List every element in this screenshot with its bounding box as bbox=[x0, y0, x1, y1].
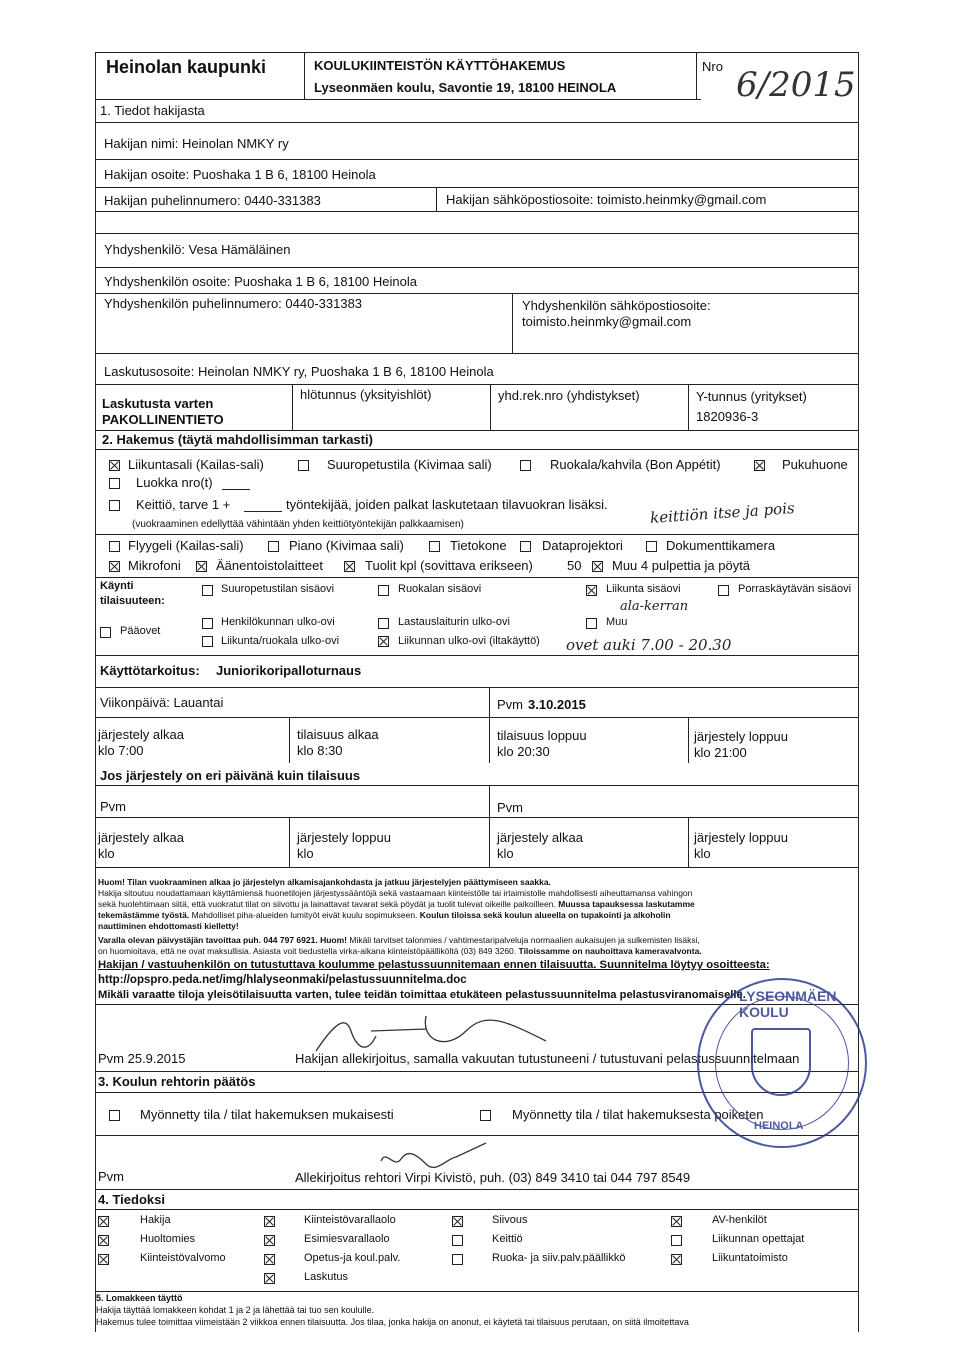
option-mikrofoni: Mikrofoni bbox=[128, 558, 181, 573]
contact-email-label: Yhdyshenkilön sähköpostiosoite: bbox=[522, 298, 711, 313]
other-day-title: Jos järjestely on eri päivänä kuin tilaisuus bbox=[100, 768, 361, 783]
checkbox-ruoka-siiv[interactable] bbox=[452, 1254, 463, 1265]
checkbox-keittio[interactable] bbox=[109, 500, 120, 511]
time-value-3: klo 20:30 bbox=[497, 744, 550, 759]
other-pvm-2: Pvm bbox=[497, 800, 523, 815]
option-flyygeli: Flyygeli (Kailas-sali) bbox=[128, 538, 244, 553]
notify-kiinteistovalvomo: Kiinteistövalvomo bbox=[140, 1252, 226, 1264]
notice-line-8: Hakijan / vastuuhenkilön on tutustuttava koulumme pelastussuunnitemaan ennen tilaisuutta. Suunnitelma löytyy osoitteesta: bbox=[98, 959, 770, 971]
checkbox-approve-all[interactable] bbox=[109, 1110, 120, 1121]
contact-address: Yhdyshenkilön osoite: Puoshaka 1 B 6, 18100 Heinola bbox=[104, 274, 417, 289]
checkbox-porraskaytava[interactable] bbox=[718, 585, 729, 596]
approve-all: Myönnetty tila / tilat hakemuksen mukaisesti bbox=[140, 1107, 394, 1122]
option-suuropetustila: Suuropetustila (Kivimaa sali) bbox=[327, 457, 492, 472]
checkbox-laskutus[interactable] bbox=[264, 1273, 275, 1284]
checkbox-ruokala[interactable] bbox=[520, 460, 531, 471]
time-value-1: klo 7:00 bbox=[98, 743, 144, 758]
checkbox-kiinteistovalvomo[interactable] bbox=[98, 1254, 109, 1265]
weekday: Viikonpäivä: Lauantai bbox=[100, 695, 224, 710]
hetu-label: hlötunnus (yksityishlöt) bbox=[300, 387, 432, 402]
option-ruokala: Ruokala/kahvila (Bon Appétit) bbox=[550, 457, 721, 472]
time-label-4: järjestely loppuu bbox=[694, 729, 788, 744]
notify-laskutus: Laskutus bbox=[304, 1271, 349, 1283]
checkbox-liikunta-ruokala-ulkoovi[interactable] bbox=[202, 636, 213, 647]
other-pvm-1: Pvm bbox=[100, 799, 126, 814]
school-address: Lyseonmäen koulu, Savontie 19, 18100 HEINOLA bbox=[314, 80, 617, 95]
luokka-blank[interactable] bbox=[222, 489, 250, 490]
notify-kiinteistovarallaolo: Kiinteistövarallaolo bbox=[304, 1214, 396, 1226]
ytunnus-label: Y-tunnus (yritykset) bbox=[696, 389, 807, 404]
other-time-value-1: klo bbox=[98, 846, 115, 861]
notice-line-3a: sekä huolehtimaan siitä, että vuokratut tilat on siivottu ja lainattavat tavarat sekä pöydät ja tuolit tulevat oikeille paikoilleen. bbox=[98, 899, 556, 909]
time-label-2: tilaisuus alkaa bbox=[297, 727, 379, 742]
notice-line-1: Huom! Tilan vuokraaminen alkaa jo järjestelyn alkamisajankohdasta ja jatkuu järjestelyjen päättymiseen saakka. bbox=[98, 877, 551, 887]
checkbox-tuolit[interactable] bbox=[344, 561, 355, 572]
rescue-plan-link[interactable]: http://opspro.peda.net/img/hlalyseonmaki/pelastussuunnitelma.doc bbox=[98, 974, 467, 986]
notice-line-6b: Mikäli tarvitset talonmies / vahtimestaripalveluja normaalien aukaisujen ja sulkemisten lisäksi, bbox=[349, 935, 700, 945]
checkbox-tietokone[interactable] bbox=[429, 541, 440, 552]
principal-signature bbox=[376, 1139, 496, 1173]
access-porraskaytava: Porraskäytävän sisäovi bbox=[738, 583, 852, 595]
notice-line-3b: Muussa tapauksessa laskutamme bbox=[558, 899, 695, 909]
checkbox-dokumenttikamera[interactable] bbox=[646, 541, 657, 552]
option-dokumenttikamera: Dokumenttikamera bbox=[666, 538, 776, 553]
applicant-address: Hakijan osoite: Puoshaka 1 B 6, 18100 Heinola bbox=[104, 167, 376, 182]
access-handwritten-1: ala-kerran bbox=[620, 599, 689, 614]
notice-line-7a: on huomioitava, että ne ovat maksullisia. Asiasta voit tiedustella virka-aikana kiinteistöpäälliköltä (03) 849 3260. bbox=[98, 946, 517, 956]
section3-pvm: Pvm bbox=[98, 1169, 124, 1184]
nro-label: Nro bbox=[702, 59, 723, 74]
option-tietokone: Tietokone bbox=[450, 538, 507, 553]
checkbox-muu-access[interactable] bbox=[586, 618, 597, 629]
notice-line-4a: tekemästämme työstä. bbox=[98, 910, 190, 920]
access-suuropetus-sisaovi: Suuropetustilan sisäovi bbox=[221, 583, 335, 595]
notify-av-henkilot: AV-henkilöt bbox=[712, 1214, 767, 1226]
billing-required: PAKOLLINENTIETO bbox=[102, 412, 224, 427]
access-liikunta-ruokala-ulkoovi: Liikunta/ruokala ulko-ovi bbox=[221, 635, 340, 647]
other-time-value-4: klo bbox=[694, 846, 711, 861]
checkbox-dataprojektori[interactable] bbox=[520, 541, 531, 552]
school-stamp bbox=[697, 978, 867, 1148]
stamp-place: HEINOLA bbox=[754, 1120, 804, 1132]
checkbox-huoltomies[interactable] bbox=[98, 1235, 109, 1246]
section1-title: 1. Tiedot hakijasta bbox=[100, 103, 205, 118]
other-time-label-1: järjestely alkaa bbox=[98, 830, 184, 845]
checkbox-av-henkilot[interactable] bbox=[671, 1216, 682, 1227]
notice-line-4 bbox=[98, 910, 671, 920]
notify-opetus: Opetus-ja koul.palv. bbox=[304, 1252, 401, 1264]
checkbox-mikrofoni[interactable] bbox=[109, 561, 120, 572]
purpose-label: Käyttötarkoitus: bbox=[100, 663, 200, 678]
checkbox-liikuntasali[interactable] bbox=[109, 460, 120, 471]
time-value-2: klo 8:30 bbox=[297, 743, 343, 758]
access-label: Käynti tilaisuuteen: bbox=[100, 580, 165, 607]
option-muu-equipment: Muu 4 pulpettia ja pöytä bbox=[612, 558, 751, 573]
notice-line-4c: Koulun tiloissa sekä koulun alueella on tupakointi ja alkoholin bbox=[419, 910, 671, 920]
option-keittio: Keittiö, tarve 1 + bbox=[136, 497, 231, 512]
notice-line-6 bbox=[98, 935, 700, 945]
notice-line-10: Mikäli varaatte tiloja yleisötilaisuutta varten, tulee teidän toimittaa etukäteen pelastussuunnitelma pelastusviranomaiselle. bbox=[98, 989, 746, 1001]
notice-line-7 bbox=[98, 946, 702, 956]
checkbox-approve-changes[interactable] bbox=[480, 1110, 491, 1121]
checkbox-paaovet[interactable] bbox=[100, 627, 111, 638]
section5-title: 5. Lomakkeen täyttö bbox=[96, 1293, 183, 1303]
checkbox-suuropetus-sisaovi[interactable] bbox=[202, 585, 213, 596]
other-time-label-3: järjestely alkaa bbox=[497, 830, 583, 845]
checkbox-liikunnan-ulkoovi[interactable] bbox=[378, 636, 389, 647]
checkbox-opetus[interactable] bbox=[264, 1254, 275, 1265]
notice-line-5: nauttiminen ehdottomasti kielletty! bbox=[98, 921, 239, 931]
checkbox-aanentoisto[interactable] bbox=[196, 561, 207, 572]
checkbox-lastauslaituri[interactable] bbox=[378, 618, 389, 629]
notify-ruoka-siiv: Ruoka- ja siiv.palv.päällikkö bbox=[492, 1252, 626, 1264]
time-value-4: klo 21:00 bbox=[694, 745, 747, 760]
time-label-1: järjestely alkaa bbox=[98, 727, 184, 742]
time-label-3: tilaisuus loppuu bbox=[497, 728, 587, 743]
checkbox-pukuhuone[interactable] bbox=[754, 460, 765, 471]
other-time-value-2: klo bbox=[297, 846, 314, 861]
checkbox-siivous[interactable] bbox=[452, 1216, 463, 1227]
notice-line-6a: Varalla olevan päivystäjän tavoittaa puh. 044 797 6921. Huom! bbox=[98, 935, 347, 945]
access-ruokalan-sisaovi: Ruokalan sisäovi bbox=[398, 583, 482, 595]
notify-huoltomies: Huoltomies bbox=[140, 1233, 196, 1245]
section5-line-1: Hakija täyttää lomakkeen kohdat 1 ja 2 ja lähettää tai tuo sen koululle. bbox=[96, 1305, 375, 1315]
access-handwritten-2: ovet auki 7.00 - 20.30 bbox=[566, 636, 732, 654]
contact-email: toimisto.heinmky@gmail.com bbox=[522, 314, 692, 329]
notice-line-7b: Tiloissamme on nauhoittava kameravalvonta. bbox=[518, 946, 702, 956]
keittio-tail: työntekijää, joiden palkat laskutetaan tilavuokran lisäksi. bbox=[286, 497, 608, 512]
applicant-email: Hakijan sähköpostiosoite: toimisto.heinmky@gmail.com bbox=[446, 192, 767, 207]
notify-liikuntatoimisto: Liikuntatoimisto bbox=[712, 1252, 788, 1264]
option-aanentoisto: Äänentoistolaitteet bbox=[216, 558, 323, 573]
keittio-blank[interactable] bbox=[244, 511, 282, 512]
checkbox-suuropetustila[interactable] bbox=[298, 460, 309, 471]
form-title: KOULUKIINTEISTÖN KÄYTTÖHAKEMUS bbox=[314, 58, 566, 73]
billing-address: Laskutusosoite: Heinolan NMKY ry, Puoshaka 1 B 6, 18100 Heinola bbox=[104, 364, 494, 379]
ytunnus-value: 1820936-3 bbox=[696, 409, 759, 424]
keittio-handwritten: keittiön itse ja pois bbox=[649, 498, 796, 528]
other-time-value-3: klo bbox=[497, 846, 514, 861]
checkbox-liikuntatoimisto[interactable] bbox=[671, 1254, 682, 1265]
notify-liikunnan-opettajat: Liikunnan opettajat bbox=[712, 1233, 805, 1245]
applicant-phone: Hakijan puhelinnumero: 0440-331383 bbox=[104, 193, 321, 208]
checkbox-liikunta-sisaovi[interactable] bbox=[586, 585, 597, 596]
access-liikunta-sisaovi: Liikunta sisäovi bbox=[606, 583, 681, 595]
other-time-label-2: järjestely loppuu bbox=[297, 830, 391, 845]
option-tuolit: Tuolit kpl (sovittava erikseen) bbox=[365, 558, 533, 573]
option-liikuntasali: Liikuntasali (Kailas-sali) bbox=[128, 457, 264, 472]
checkbox-henkilokunta-ulkoovi[interactable] bbox=[202, 618, 213, 629]
notify-keittio: Keittiö bbox=[492, 1233, 523, 1245]
notify-esimiesvarallaolo: Esimiesvarallaolo bbox=[304, 1233, 390, 1245]
checkbox-piano[interactable] bbox=[268, 541, 279, 552]
applicant-name: Hakijan nimi: Heinolan NMKY ry bbox=[104, 136, 289, 151]
option-pukuhuone: Pukuhuone bbox=[782, 457, 848, 472]
signature-date: Pvm 25.9.2015 bbox=[98, 1051, 186, 1066]
checkbox-keittio-notify[interactable] bbox=[452, 1235, 463, 1246]
billing-label: Laskutusta varten bbox=[102, 396, 214, 411]
tuolit-count: 50 bbox=[567, 558, 582, 573]
principal-info: Allekirjoitus rehtori Virpi Kivistö, puh. (03) 849 3410 tai 044 797 8549 bbox=[295, 1170, 691, 1185]
contact-phone: Yhdyshenkilön puhelinnumero: 0440-331383 bbox=[104, 296, 363, 311]
contact-name: Yhdyshenkilö: Vesa Hämäläinen bbox=[104, 242, 291, 257]
checkbox-liikunnan-opettajat[interactable] bbox=[671, 1235, 682, 1246]
checkbox-luokka[interactable] bbox=[109, 478, 120, 489]
option-dataprojektori: Dataprojektori bbox=[542, 538, 623, 553]
notify-hakija: Hakija bbox=[140, 1214, 171, 1226]
access-muu: Muu bbox=[606, 616, 628, 628]
option-piano: Piano (Kivimaa sali) bbox=[289, 538, 404, 553]
other-time-label-4: järjestely loppuu bbox=[694, 830, 788, 845]
city-name: Heinolan kaupunki bbox=[106, 57, 267, 77]
date-label: Pvm bbox=[497, 697, 523, 712]
checkbox-muu-equipment[interactable] bbox=[592, 561, 603, 572]
application-form bbox=[95, 52, 859, 1332]
section4-title: 4. Tiedoksi bbox=[98, 1192, 165, 1207]
yhd-label: yhd.rek.nro (yhdistykset) bbox=[498, 388, 640, 403]
checkbox-ruokalan-sisaovi[interactable] bbox=[378, 585, 389, 596]
section5-line-2: Hakemus tulee toimittaa viimeistään 2 viikkoa ennen tilaisuutta. Jos tilaa, jonka hakija on anonut, ei käytetä tai tilaisuus perutaan, on siitä ilmoitettava bbox=[96, 1317, 689, 1327]
section3-title: 3. Koulun rehtorin päätös bbox=[98, 1074, 256, 1089]
access-lastauslaituri: Lastauslaiturin ulko-ovi bbox=[398, 616, 510, 628]
checkbox-hakija[interactable] bbox=[98, 1216, 109, 1227]
notice-line-4b: Mahdolliset piha-alueiden lumityöt eivät kuulu sopimukseen. bbox=[191, 910, 418, 920]
option-luokka: Luokka nro(t) bbox=[136, 475, 213, 490]
notice-line-3 bbox=[98, 899, 695, 909]
checkbox-esimiesvarallaolo[interactable] bbox=[264, 1235, 275, 1246]
keittio-note: (vuokraaminen edellyttää vähintään yhden keittiötyöntekijän palkkaamisen) bbox=[132, 519, 464, 530]
purpose-value: Juniorikoripalloturnaus bbox=[216, 663, 362, 678]
stamp-text: LYSEONMÄEN KOULU bbox=[739, 988, 837, 1020]
access-paaovet: Pääovet bbox=[120, 625, 161, 637]
date-value: 3.10.2015 bbox=[528, 697, 586, 712]
notify-siivous: Siivous bbox=[492, 1214, 528, 1226]
notice-line-2: Hakija sitoutuu noudattamaan käyttämiensä huonetilojen järjestyssääntöjä sekä vastaamaan kiinteistölle tai irtaimistolle mahdollisesti aiheuttamansa vahingon bbox=[98, 888, 693, 898]
nro-handwritten: 6/2015 bbox=[736, 65, 856, 105]
approve-changes: Myönnetty tila / tilat hakemuksesta poiketen bbox=[512, 1107, 764, 1122]
section2-title: 2. Hakemus (täytä mahdollisimman tarkasti) bbox=[102, 432, 373, 447]
checkbox-flyygeli[interactable] bbox=[109, 541, 120, 552]
access-henkilokunta-ulkoovi: Henkilökunnan ulko-ovi bbox=[221, 616, 335, 628]
signature-text: Hakijan allekirjoitus, samalla vakuutan tutustuneeni / tutustuvani pelastussuunnitelmaan bbox=[295, 1051, 800, 1066]
access-liikunnan-ulkoovi: Liikunnan ulko-ovi (iltakäyttö) bbox=[398, 635, 540, 647]
checkbox-kiinteistovarallaolo[interactable] bbox=[264, 1216, 275, 1227]
